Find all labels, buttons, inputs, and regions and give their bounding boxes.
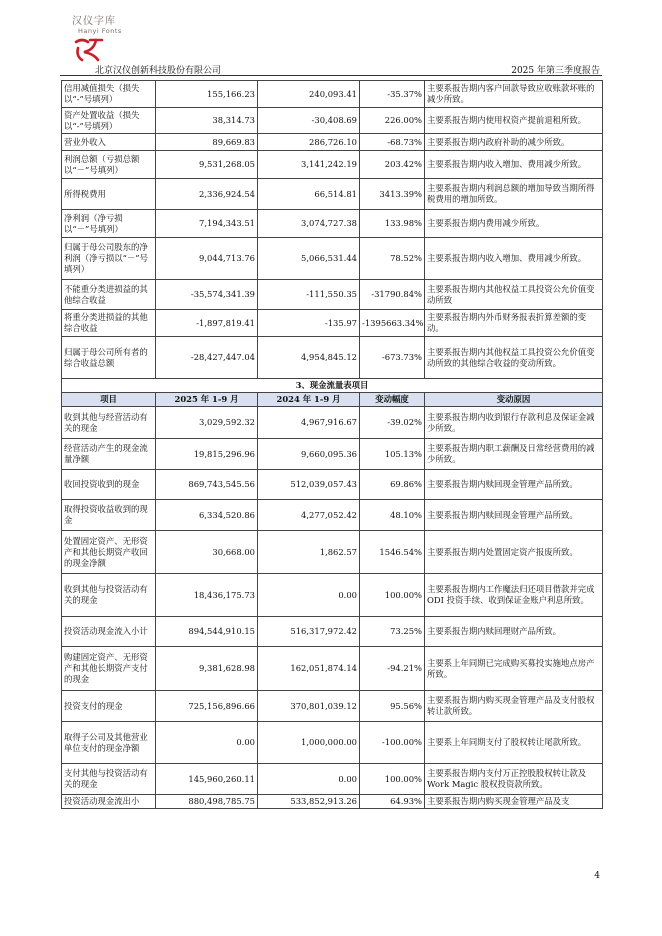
row-value-2024: 9,660,095.36 [258,439,360,470]
table-row [62,439,603,470]
row-change-reason: 主要系报告期内外币财务报表折算差额的变动。 [425,310,603,337]
table-row [62,722,603,764]
row-value-2024: 286,726.10 [258,134,360,151]
row-change-reason: 主要系报告期内购买现金管理产品及支 [425,795,603,809]
row-change-rate: 133.98% [360,210,425,238]
row-value-2025: 2,336,924.54 [156,179,258,210]
row-item-label: 取得子公司及其他营业单位支付的现金净额 [62,722,156,764]
column-header-change: 变动幅度 [360,393,425,407]
row-value-2024: 4,954,845.12 [258,337,360,379]
row-change-reason: 主要系报告期内支付万正控股股权转让款及 Work Magic 股权投资款所致。 [425,764,603,795]
row-item-label: 取得投资收益收到的现金 [62,500,156,531]
table-row [62,574,603,617]
row-value-2024: 66,514.81 [258,179,360,210]
row-change-rate: -39.02% [360,407,425,439]
row-change-rate: -35.37% [360,81,425,108]
row-change-reason: 主要系报告期内处置固定资产报废所致。 [425,531,603,574]
row-change-rate: 64.93% [360,795,425,809]
column-header-2024: 2024 年 1-9 月 [258,393,360,407]
table-row [62,617,603,647]
row-value-2024: 533,852,913.26 [258,795,360,809]
income-items-body [62,81,603,379]
row-change-reason: 主要系上年同期已完成购买募投实施地点房产所致。 [425,647,603,691]
row-value-2025: -35,574,341.39 [156,280,258,310]
section-title-row [62,379,603,393]
table-row [62,531,603,574]
row-change-reason: 主要系报告期内其他权益工具投资公允价值变动所致的其他综合收益的变动所致。 [425,337,603,379]
row-value-2024: -135.97 [258,310,360,337]
row-change-reason: 主要系报告期内工作魔法归还项目借款并完成 ODI 投资手续、收到保证金账户利息所致。 [425,574,603,617]
row-value-2025: 19,815,296.96 [156,439,258,470]
row-item-label: 支付其他与投资活动有关的现金 [62,764,156,795]
row-value-2025: 155,166.23 [156,81,258,108]
row-change-rate: 48.10% [360,500,425,531]
row-value-2025: 880,498,785.75 [156,795,258,809]
row-value-2025: 894,544,910.15 [156,617,258,647]
table-row [62,179,603,210]
row-change-reason: 主要系报告期内购买现金管理产品及支付股权转让款所致。 [425,691,603,722]
row-item-label: 将重分类进损益的其他综合收益 [62,310,156,337]
row-change-rate: 3413.39% [360,179,425,210]
row-value-2025: 145,960,260.11 [156,764,258,795]
row-item-label: 信用减值损失（损失以“-”号填列） [62,81,156,108]
row-value-2024: 1,862.57 [258,531,360,574]
row-change-rate: -31790.84% [360,280,425,310]
table-row [62,764,603,795]
row-value-2025: -1,897,819.41 [156,310,258,337]
row-value-2024: 0.00 [258,574,360,617]
row-change-rate: 100.00% [360,574,425,617]
row-value-2025: 3,029,592.32 [156,407,258,439]
row-change-reason: 主要系报告期内赎回现金管理产品所致。 [425,470,603,500]
row-change-rate: -1395663.34% [360,310,425,337]
row-value-2024: 512,039,057.43 [258,470,360,500]
cashflow-section-header [62,379,603,407]
row-change-reason: 主要系报告期内客户回款导致应收账款坏账的减少所致。 [425,81,603,108]
column-header-reason: 变动原因 [425,393,603,407]
table-row [62,470,603,500]
row-item-label: 所得税费用 [62,179,156,210]
row-value-2025: 6,334,520.86 [156,500,258,531]
row-item-label: 资产处置收益（损失以“-”号填列） [62,108,156,134]
table-row [62,407,603,439]
row-item-label: 收回投资收到的现金 [62,470,156,500]
row-value-2024: 370,801,039.12 [258,691,360,722]
row-change-rate: -673.73% [360,337,425,379]
logo-chinese-text: 汉仪字库 [72,16,116,27]
table-row [62,500,603,531]
row-change-reason: 主要系报告期内费用减少所致。 [425,210,603,238]
row-value-2025: 9,044,713.76 [156,238,258,280]
row-change-reason: 主要系上年同期支付了股权转让尾款所致。 [425,722,603,764]
logo-english-text: Hanyi Fonts [78,27,122,35]
header-company-name: 北京汉仪创新科技股份有限公司 [95,66,222,76]
row-change-rate: -94.21% [360,647,425,691]
row-item-label: 投资支付的现金 [62,691,156,722]
table-row [62,238,603,280]
row-value-2025: 9,381,628.98 [156,647,258,691]
row-item-label: 投资活动现金流出小 [62,795,156,809]
table-row [62,691,603,722]
section-title: 3、现金流量表项目 [62,379,603,393]
column-header-row [62,393,603,407]
row-change-reason: 主要系报告期内收到银行存款利息及保证金减少所致。 [425,407,603,439]
header-report-title: 2025 年第三季度报告 [511,66,600,76]
column-header-item: 项目 [62,393,156,407]
row-value-2024: 516,317,972.42 [258,617,360,647]
row-item-label: 收到其他与经营活动有关的现金 [62,407,156,439]
row-change-rate: -68.73% [360,134,425,151]
row-value-2025: 7,194,343.51 [156,210,258,238]
row-value-2024: 3,141,242.19 [258,151,360,179]
row-item-label: 经营活动产生的现金流量净额 [62,439,156,470]
row-value-2025: 0.00 [156,722,258,764]
row-value-2024: 1,000,000.00 [258,722,360,764]
row-item-label: 归属于母公司股东的净利润（净亏损以“－”号填列） [62,238,156,280]
row-change-rate: 69.86% [360,470,425,500]
row-change-rate: 78.52% [360,238,425,280]
row-change-reason: 主要系报告期内赎回理财产品所致。 [425,617,603,647]
row-value-2024: 5,066,531.44 [258,238,360,280]
row-change-rate: 73.25% [360,617,425,647]
row-item-label: 净利润（净亏损以“－”号填列） [62,210,156,238]
row-value-2025: 89,669.83 [156,134,258,151]
table-row [62,795,603,809]
row-item-label: 投资活动现金流入小计 [62,617,156,647]
table-row [62,210,603,238]
row-value-2024: -30,408.69 [258,108,360,134]
row-item-label: 利润总额（亏损总额以“－”号填列） [62,151,156,179]
row-value-2025: 9,531,268.05 [156,151,258,179]
row-value-2024: 240,093.41 [258,81,360,108]
row-change-rate: 1546.54% [360,531,425,574]
table-row [62,151,603,179]
row-value-2025: 725,156,896.66 [156,691,258,722]
row-change-reason: 主要系报告期内其他权益工具投资公允价值变动所致 [425,280,603,310]
row-value-2025: 18,436,175.73 [156,574,258,617]
row-change-reason: 主要系报告期内使用权资产提前退租所致。 [425,108,603,134]
financial-table [61,80,603,809]
column-header-2025: 2025 年 1-9 月 [156,393,258,407]
header-divider [60,75,602,76]
row-item-label: 购建固定资产、无形资产和其他长期资产支付的现金 [62,647,156,691]
row-change-rate: 105.13% [360,439,425,470]
row-change-reason: 主要系报告期内职工薪酬及日常经营费用的减少所致。 [425,439,603,470]
table-row [62,134,603,151]
table-row [62,108,603,134]
row-item-label: 处置固定资产、无形资产和其他长期资产收回的现金净额 [62,531,156,574]
logo-mark-icon [72,36,106,64]
page-number: 4 [594,871,600,881]
row-value-2024: 4,277,052.42 [258,500,360,531]
row-change-reason: 主要系报告期内收入增加、费用减少所致。 [425,151,603,179]
row-value-2024: -111,550.35 [258,280,360,310]
row-change-reason: 主要系报告期内政府补助的减少所致。 [425,134,603,151]
row-value-2024: 0.00 [258,764,360,795]
row-change-reason: 主要系报告期内利润总额的增加导致当期所得税费用的增加所致。 [425,179,603,210]
row-change-rate: 226.00% [360,108,425,134]
table-row [62,337,603,379]
row-value-2025: 869,743,545.56 [156,470,258,500]
row-change-reason: 主要系报告期内赎回现金管理产品所致。 [425,500,603,531]
row-item-label: 归属于母公司所有者的综合收益总额 [62,337,156,379]
table-row [62,310,603,337]
row-change-reason: 主要系报告期内收入增加、费用减少所致。 [425,238,603,280]
table-row [62,647,603,691]
row-change-rate: -100.00% [360,722,425,764]
row-value-2025: -28,427,447.04 [156,337,258,379]
cashflow-items-body [62,407,603,809]
row-change-rate: 95.56% [360,691,425,722]
row-value-2025: 38,314.73 [156,108,258,134]
row-item-label: 收到其他与投资活动有关的现金 [62,574,156,617]
row-item-label: 营业外收入 [62,134,156,151]
company-logo [72,12,152,35]
table-row [62,280,603,310]
row-change-rate: 100.00% [360,764,425,795]
row-value-2024: 162,051,874.14 [258,647,360,691]
row-change-rate: 203.42% [360,151,425,179]
row-value-2025: 30,668.00 [156,531,258,574]
row-item-label: 不能重分类进损益的其他综合收益 [62,280,156,310]
row-value-2024: 3,074,727.38 [258,210,360,238]
table-row [62,81,603,108]
row-value-2024: 4,967,916.67 [258,407,360,439]
